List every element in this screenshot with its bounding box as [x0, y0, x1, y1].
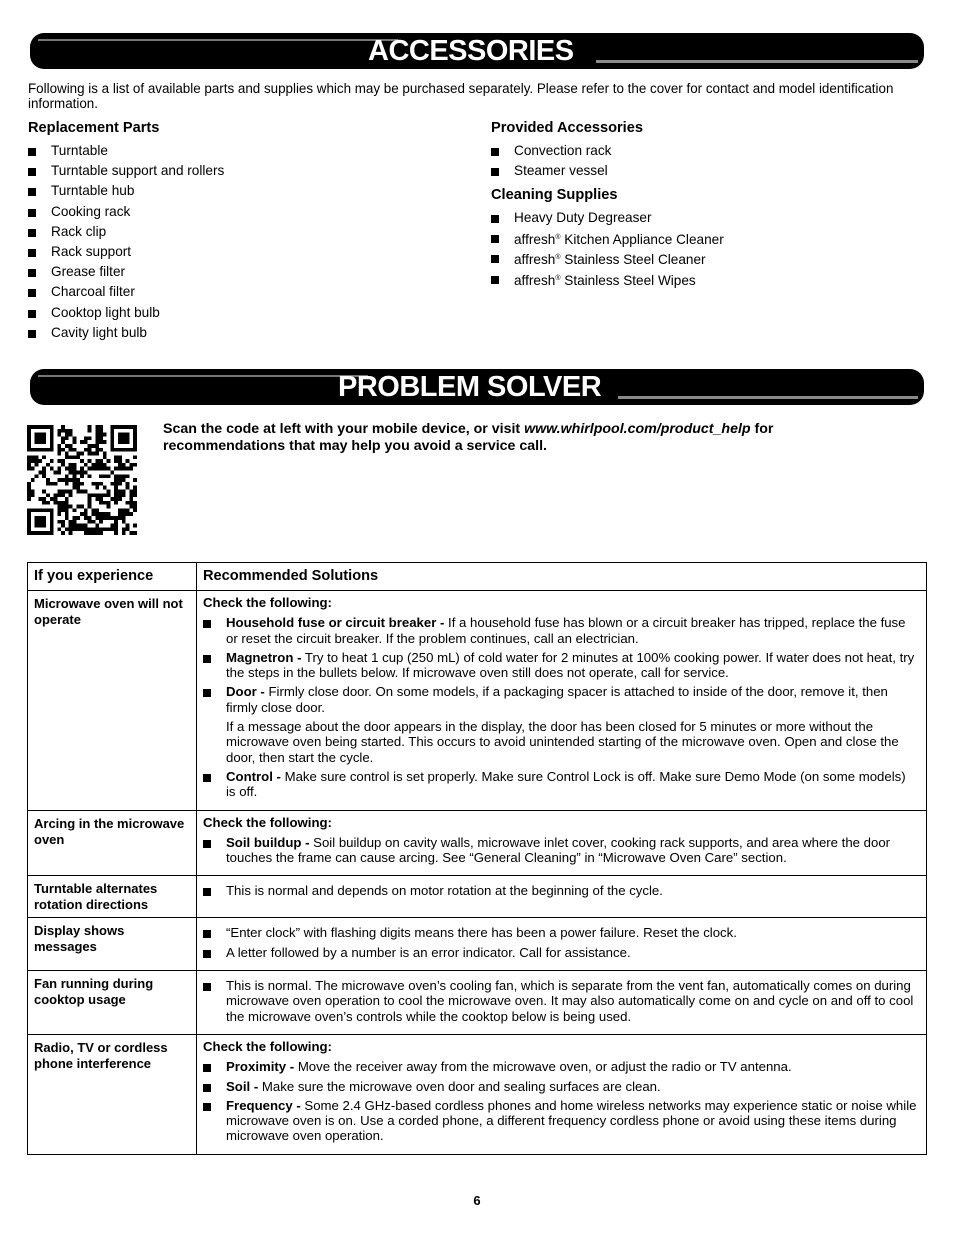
replacement-part-item: Turntable support and rollers: [28, 161, 224, 181]
scan-text: Scan the code at left with your mobile device, or visit: [163, 421, 525, 437]
solution-item: [203, 684, 917, 764]
page-number: 6: [473, 1193, 481, 1208]
solution-lead: Door -: [226, 684, 265, 700]
check-following-label: Check the following:: [203, 1038, 332, 1054]
solution-body: This is normal. The microwave oven’s cooling fan, which is separate from the vent fan, automatically comes on during microwave oven operation to cool the microwave oven. It may also automatically come on and cycle on and off to cool the microwave oven’s controls while the cooktop below is being used.: [226, 978, 914, 1024]
solution-lead: Magnetron -: [226, 649, 302, 665]
replacement-parts-list: [28, 141, 224, 343]
registered-mark: ®: [555, 254, 561, 262]
solution-text: [226, 769, 917, 800]
solution-cell: [197, 876, 927, 918]
solution-body: If a household fuse has blown or a circuit breaker has tripped, replace the fuse or reset the circuit breaker. If the problem continues, call an electrician.: [226, 615, 906, 646]
provided-accessory-item: Convection rack: [491, 141, 611, 161]
accessories-title: ACCESSORIES: [368, 35, 574, 67]
solution-item: [203, 835, 917, 866]
brand-name: affresh: [514, 272, 556, 288]
solution-text: [226, 835, 917, 866]
solution-body: A letter followed by a number is an error indicator. Call for assistance.: [226, 944, 631, 960]
solution-body: This is normal and depends on motor rotation at the beginning of the cycle.: [226, 883, 663, 899]
scan-instructions: [163, 421, 863, 455]
table-row: [28, 1034, 927, 1154]
problem-solver-title: PROBLEM SOLVER: [338, 371, 602, 403]
solution-item: [203, 945, 917, 960]
problem-cell: Arcing in the microwave oven: [28, 810, 197, 876]
problem-cell: Turntable alternates rotation directions: [28, 876, 197, 918]
solution-body: Make sure the microwave oven door and sealing surfaces are clean.: [258, 1078, 661, 1094]
solution-text: [226, 925, 917, 940]
accessories-intro: Following is a list of available parts and supplies which may be purchased separately. Please refer to the cover for contact and model identification information.: [28, 81, 894, 111]
item-text: Heavy Duty Degreaser: [514, 210, 652, 225]
cleaning-supplies-list: [491, 208, 724, 289]
table-row: [28, 918, 927, 971]
solution-text: [226, 883, 917, 898]
problem-cell: Display shows messages: [28, 918, 197, 971]
solution-text: [226, 684, 917, 715]
solution-item: [203, 1098, 917, 1144]
solution-text: [226, 945, 917, 960]
problem-cell: Fan running during cooktop usage: [28, 971, 197, 1035]
replacement-part-item: Cooktop light bulb: [28, 303, 224, 323]
banner-rule: [38, 375, 368, 377]
provided-accessories-heading: Provided Accessories: [491, 120, 643, 136]
solution-body: Try to heat 1 cup (250 mL) of cold water for 2 minutes at 100% cooking power. If water does not heat, try the steps in the bullets below. If microwave oven still does not operate, call for service.: [226, 649, 915, 681]
col-header-solutions: Recommended Solutions: [197, 563, 927, 591]
solution-lead: Frequency -: [226, 1097, 301, 1113]
solution-item: [203, 650, 917, 681]
replacement-parts-heading: Replacement Parts: [28, 120, 160, 136]
solution-text: [226, 1098, 917, 1144]
help-url-link[interactable]: www.whirlpool.com/product_help: [524, 421, 751, 437]
solution-cell: [197, 971, 927, 1035]
replacement-part-item: Cooking rack: [28, 202, 224, 222]
solution-body: Soil buildup on cavity walls, microwave inlet cover, cooking rack supports, and area where the door touches the frame can cause arcing. See “General Cleaning” in “Microwave Oven Care” section.: [226, 834, 891, 866]
problem-cell: Microwave oven will not operate: [28, 591, 197, 811]
replacement-part-item: Charcoal filter: [28, 282, 224, 302]
table-header-row: [28, 563, 927, 591]
solution-item: [203, 615, 917, 646]
cleaning-supply-item: [491, 228, 724, 248]
col-header-problem: If you experience: [28, 563, 197, 591]
table-row: [28, 971, 927, 1035]
solution-cell: [197, 1034, 927, 1154]
scan-text: for recommendations that may help you avoid a service call.: [163, 421, 774, 454]
replacement-part-item: Rack support: [28, 242, 224, 262]
solution-body: Make sure control is set properly. Make sure Control Lock is off. Make sure Demo Mode (on some models) is off.: [226, 768, 906, 800]
solution-text: [226, 978, 917, 1024]
table-row: [28, 810, 927, 876]
banner-rule: [38, 39, 398, 41]
solution-item: [203, 769, 917, 800]
check-following-label: Check the following:: [203, 814, 332, 830]
solution-cell: [197, 810, 927, 876]
solution-body: Firmly close door. On some models, if a packaging spacer is attached to inside of the door, remove it, then firmly close door.: [226, 684, 888, 715]
solution-text: [226, 1059, 917, 1074]
cleaning-supply-item: [491, 269, 724, 289]
cleaning-supplies-heading: Cleaning Supplies: [491, 187, 618, 203]
solution-text: [226, 1079, 917, 1094]
cleaning-supply-item: [491, 248, 724, 268]
replacement-part-item: Turntable hub: [28, 181, 224, 201]
cleaning-supply-item: [491, 208, 724, 228]
registered-mark: ®: [555, 234, 561, 242]
brand-name: affresh: [514, 252, 556, 268]
solution-text: [226, 615, 917, 646]
replacement-part-item: Cavity light bulb: [28, 323, 224, 343]
solution-lead: Soil buildup -: [226, 834, 310, 850]
provided-accessories-list: [491, 141, 611, 181]
qr-code[interactable]: [27, 425, 137, 535]
item-text: Stainless Steel Cleaner: [560, 252, 706, 268]
item-text: Stainless Steel Wipes: [560, 272, 696, 288]
table-row: [28, 591, 927, 811]
problem-cell: Radio, TV or cordless phone interference: [28, 1034, 197, 1154]
replacement-part-item: Turntable: [28, 141, 224, 161]
problem-solver-table: [27, 562, 927, 1155]
solution-item: [203, 1059, 917, 1074]
solution-cell: [197, 591, 927, 811]
solution-lead: Soil -: [226, 1078, 259, 1094]
solution-item: [203, 978, 917, 1024]
solution-item: [203, 883, 917, 898]
item-text: Kitchen Appliance Cleaner: [560, 232, 724, 248]
accessories-banner: [30, 33, 924, 69]
solution-body: Some 2.4 GHz-based cordless phones and home wireless networks may experience static or noise while microwave oven is on. Use a corded phone, a different frequency cordless phone or avoid using these items during microwave oven operation.: [226, 1097, 917, 1144]
solution-body: Move the receiver away from the microwave oven, or adjust the radio or TV antenna.: [294, 1059, 792, 1075]
replacement-part-item: Rack clip: [28, 222, 224, 242]
table-row: [28, 876, 927, 918]
solution-cell: [197, 918, 927, 971]
solution-lead: Household fuse or circuit breaker -: [226, 615, 445, 631]
replacement-part-item: Grease filter: [28, 262, 224, 282]
banner-rule: [618, 396, 918, 399]
solution-lead: Control -: [226, 768, 281, 784]
registered-mark: ®: [555, 274, 561, 282]
solution-item: [203, 1079, 917, 1094]
solution-body: “Enter clock” with flashing digits means there has been a power failure. Reset the clock.: [226, 925, 737, 941]
brand-name: affresh: [514, 232, 556, 248]
solution-lead: Proximity -: [226, 1059, 295, 1075]
provided-accessory-item: Steamer vessel: [491, 161, 611, 181]
solution-text: [226, 650, 917, 681]
problem-solver-banner: [30, 369, 924, 405]
banner-rule: [596, 60, 918, 63]
solution-item: [203, 925, 917, 940]
check-following-label: Check the following:: [203, 595, 332, 610]
solution-note: If a message about the door appears in the display, the door has been closed for 5 minutes or more without the microwave oven being started. This occurs to avoid unintended starting of the microwave oven. Open and close the door, then start the cycle.: [226, 719, 899, 765]
